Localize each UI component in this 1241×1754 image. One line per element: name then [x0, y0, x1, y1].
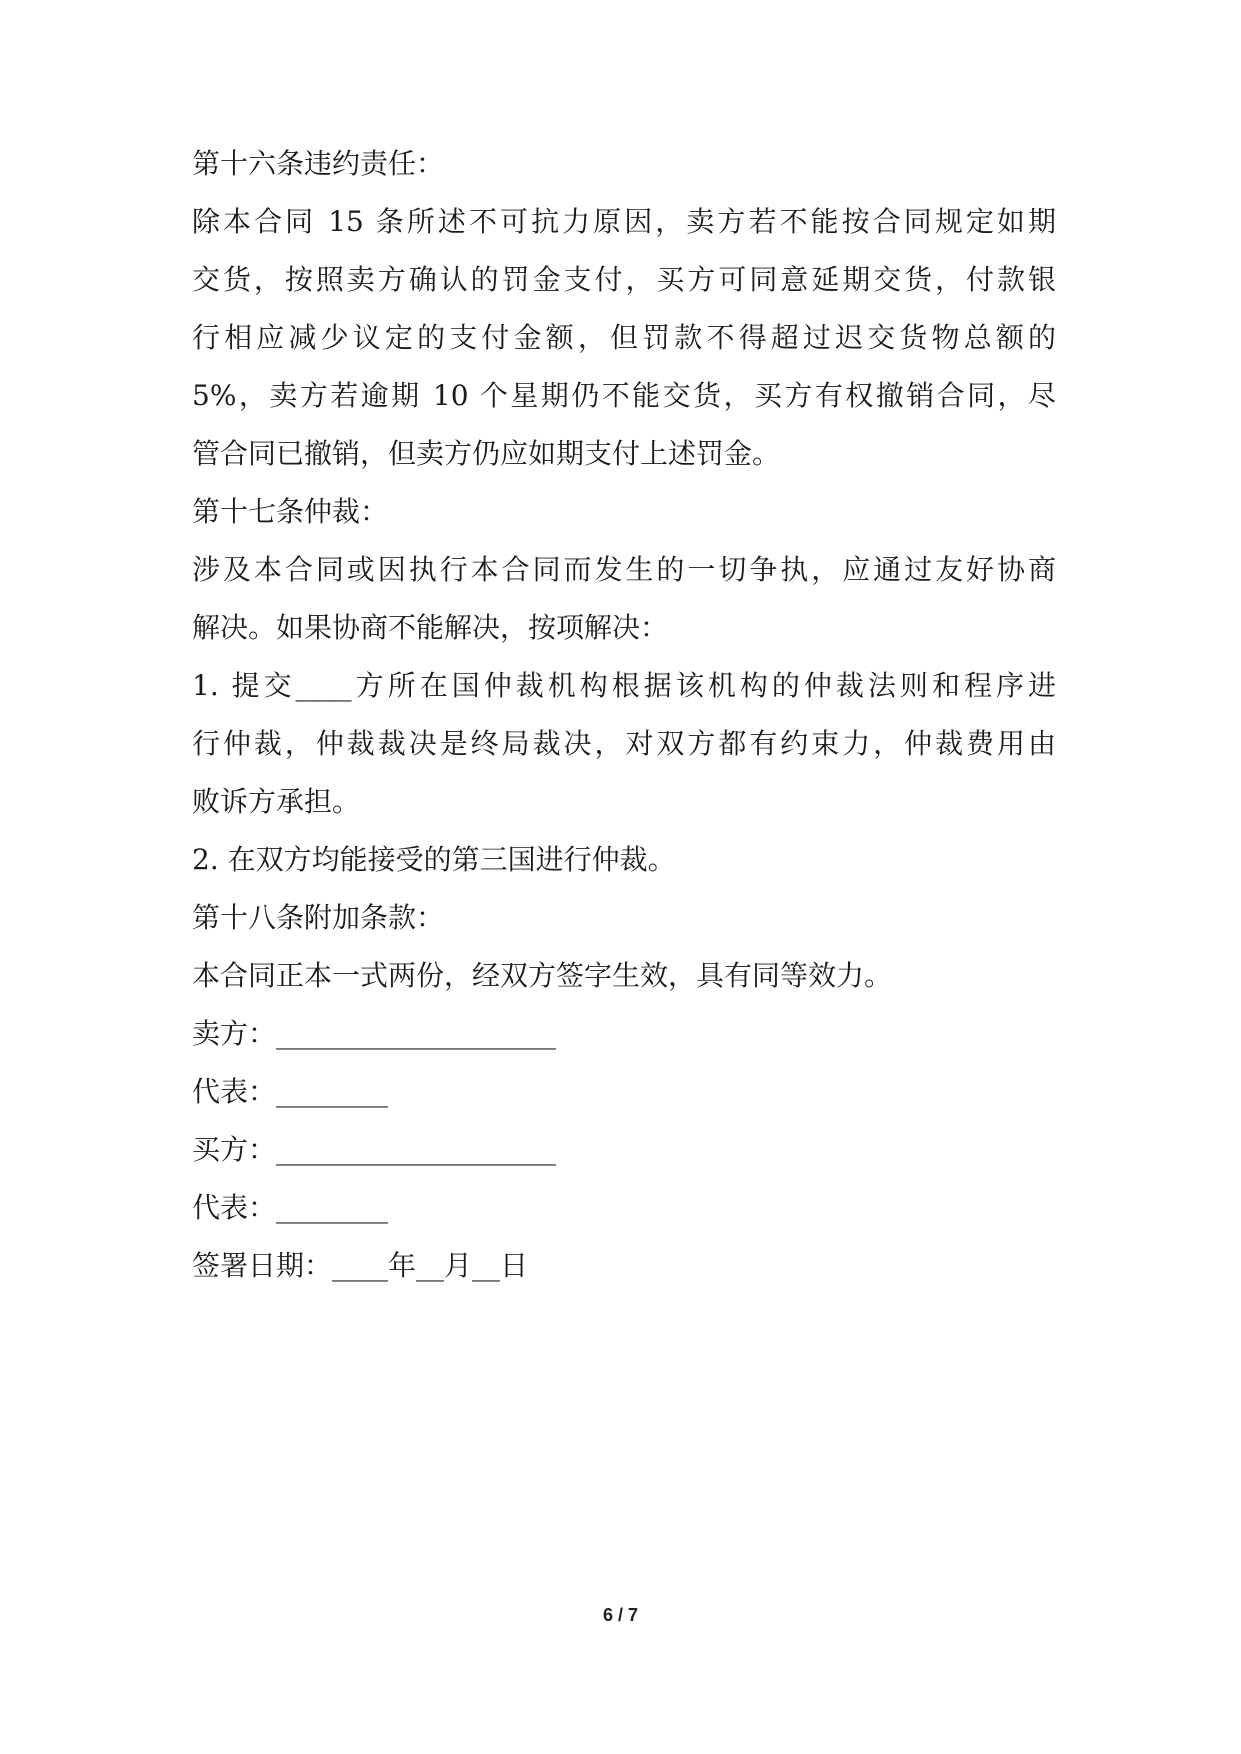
article-16-body-line-1: 除本合同 15 条所述不可抗力原因，卖方若不能按合同规定如期: [192, 205, 1056, 238]
article-17-item-1-line-1: 1. 提交____方所在国仲裁机构根据该机构的仲裁法则和程序进: [192, 669, 1056, 702]
article-16-heading: 第十六条违约责任：: [192, 147, 445, 180]
page-number: 6 / 7: [602, 1605, 639, 1625]
signing-date-line: 签署日期：____年__月__日: [192, 1249, 529, 1282]
article-18-body: 本合同正本一式两份，经双方签字生效，具有同等效力。: [192, 959, 893, 992]
article-17-item-1-line-2: 行仲裁，仲裁裁决是终局裁决，对双方都有约束力，仲裁费用由: [192, 727, 1056, 760]
article-17-body-line-1: 涉及本合同或因执行本合同而发生的一切争执，应通过友好协商: [192, 553, 1056, 586]
article-16-body-line-3: 行相应减少议定的支付金额，但罚款不得超过迟交货物总额的: [192, 321, 1056, 354]
article-17-item-2: 2. 在双方均能接受的第三国进行仲裁。: [192, 843, 676, 876]
article-16-body-line-5: 管合同已撤销，但卖方仍应如期支付上述罚金。: [192, 437, 781, 470]
seller-representative-line: 代表：________: [192, 1075, 389, 1108]
article-17-body-line-2: 解决。如果协商不能解决，按项解决：: [192, 611, 669, 644]
article-16-body-line-2: 交货，按照卖方确认的罚金支付，买方可同意延期交货，付款银: [192, 263, 1056, 296]
seller-signature-line: 卖方：____________________: [192, 1017, 557, 1050]
article-17-heading: 第十七条仲裁：: [192, 495, 389, 528]
document-page: [192, 0, 1056, 1754]
article-18-heading: 第十八条附加条款：: [192, 901, 445, 934]
article-16-body-line-4: 5%，卖方若逾期 10 个星期仍不能交货，买方有权撤销合同，尽: [192, 379, 1056, 412]
article-17-item-1-line-3: 败诉方承担。: [192, 785, 361, 818]
buyer-signature-line: 买方：____________________: [192, 1133, 557, 1166]
buyer-representative-line: 代表：________: [192, 1191, 389, 1224]
